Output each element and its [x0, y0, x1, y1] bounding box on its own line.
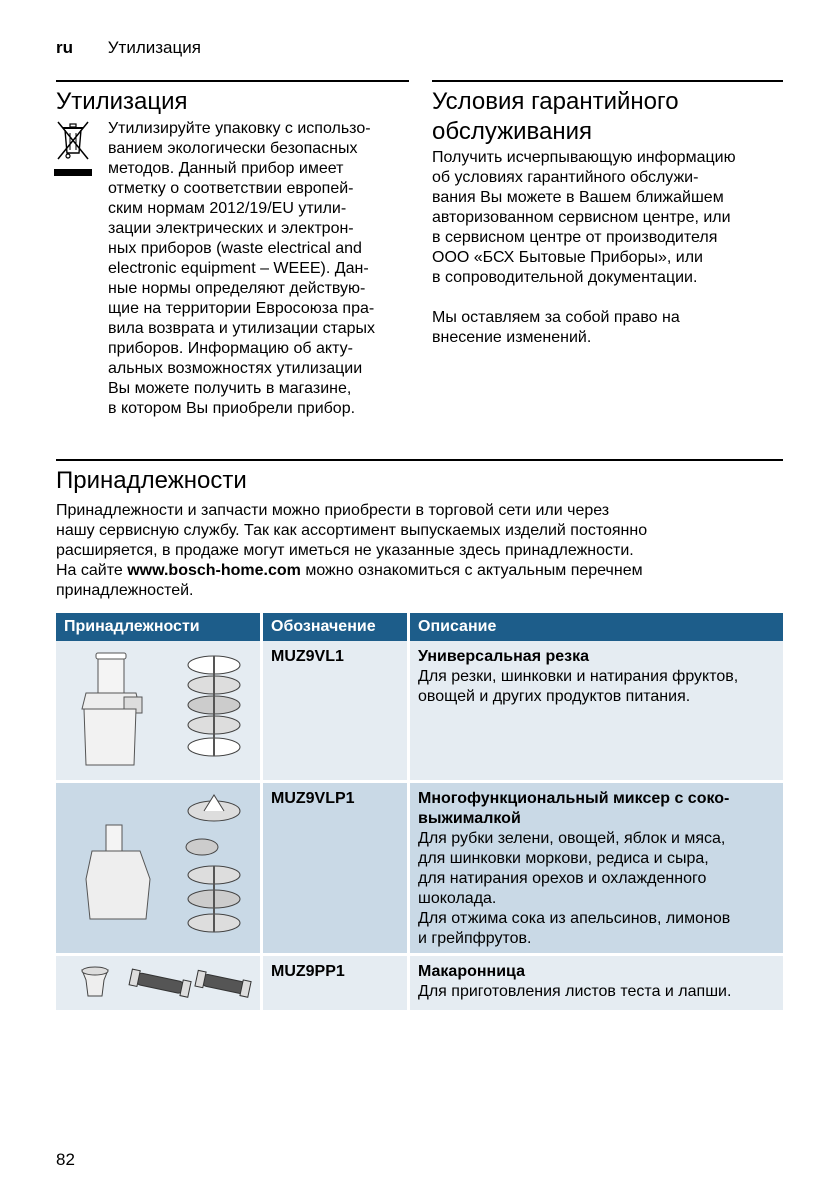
- weee-bin-icon: [54, 119, 94, 179]
- desc-line: Для приготовления листов теста и лапши.: [418, 983, 732, 1000]
- disposal-text-line: Утилизируйте упаковку с использо-: [108, 120, 371, 137]
- warranty-paragraph-1: [432, 148, 782, 288]
- disposal-text-line: вила возврата и утилизации старых: [108, 320, 376, 337]
- desc-line: Для рубки зелени, овощей, яблок и мяса,: [418, 830, 726, 847]
- header-code: Обозначение: [262, 613, 409, 641]
- warranty-text-line: в сопроводительной документации.: [432, 269, 698, 286]
- disposal-text-line: зации электрических и электрон-: [108, 220, 354, 237]
- page-number: 82: [56, 1150, 75, 1169]
- warranty-paragraph-2: [432, 308, 782, 348]
- header-section: Утилизация: [107, 38, 201, 57]
- warranty-title-line2: обслуживания: [432, 118, 593, 145]
- disposal-text-line: щие на территории Евросоюза пра-: [108, 300, 375, 317]
- disposal-rule: [56, 80, 409, 82]
- disposal-text-line: в котором Вы приобрели прибор.: [108, 400, 356, 417]
- desc-line: Для отжима сока из апельсинов, лимонов: [418, 910, 731, 927]
- warranty-text-line: ООО «БСХ Бытовые Приборы», или: [432, 249, 703, 266]
- mixer-juicer-accessory-icon: [64, 789, 252, 939]
- desc-line: Для резки, шинковки и натирания фруктов,: [418, 668, 739, 685]
- table-header-row: [56, 613, 783, 641]
- disposal-text-line: ные нормы определяют действую-: [108, 280, 366, 297]
- table-row: [56, 641, 783, 782]
- disposal-title: Утилизация: [56, 88, 188, 115]
- disposal-text-line: приборов. Информацию об акту-: [108, 340, 353, 357]
- disposal-text-line: ским нормам 2012/19/EU утили-: [108, 200, 347, 217]
- warranty-text-line: внесение изменений.: [432, 329, 592, 346]
- disposal-text-line: ных приборов (waste electrical and: [108, 240, 362, 257]
- warranty-text-line: Получить исчерпывающую информацию: [432, 149, 736, 166]
- accessories-table: [56, 613, 783, 1013]
- header-accessories: Принадлежности: [56, 613, 262, 641]
- accessories-intro: [56, 501, 786, 601]
- accessories-title: Принадлежности: [56, 467, 247, 494]
- accessory-title-line: выжималкой: [418, 810, 521, 827]
- accessory-image-cell: [56, 955, 262, 1012]
- intro-line-4-post: можно ознакомиться с актуальным перечнем: [300, 562, 643, 579]
- intro-line-5: принадлежностей.: [56, 582, 194, 599]
- warranty-text-line: Мы оставляем за собой право на: [432, 309, 680, 326]
- disposal-text-line: electronic equipment – WEEE). Дан-: [108, 260, 369, 277]
- accessory-code: MUZ9VL1: [262, 641, 409, 782]
- accessory-code: MUZ9VLP1: [262, 782, 409, 955]
- disposal-text-line: методов. Данный прибор имеет: [108, 160, 344, 177]
- desc-line: для натирания орехов и охлажденного: [418, 870, 707, 887]
- warranty-text-line: авторизованном сервисном центре, или: [432, 209, 731, 226]
- warranty-text-line: в сервисном центре от производителя: [432, 229, 718, 246]
- accessory-title-line: Многофункциональный миксер с соко-: [418, 790, 730, 807]
- disposal-text-line: ванием экологически безопасных: [108, 140, 358, 157]
- language-code: ru: [56, 38, 73, 57]
- desc-line: для шинковки моркови, редиса и сыра,: [418, 850, 709, 867]
- accessories-rule: [56, 459, 783, 461]
- accessory-title: Универсальная резка: [418, 648, 590, 665]
- accessory-description: [409, 955, 784, 1012]
- disposal-text-line: альных возможностях утилизации: [108, 360, 363, 377]
- desc-line: и грейпфрутов.: [418, 930, 532, 947]
- slicer-accessory-icon: [64, 647, 252, 772]
- table-row: [56, 955, 783, 1012]
- disposal-text-line: Вы можете получить в магазине,: [108, 380, 352, 397]
- disposal-text-line: отметку о соответствии европей-: [108, 180, 354, 197]
- intro-line-3: расширяется, в продаже могут иметься не указанные здесь принадлежности.: [56, 542, 634, 559]
- bosch-website-link[interactable]: www.bosch-home.com: [127, 562, 301, 579]
- warranty-title-line1: Условия гарантийного: [432, 88, 679, 115]
- disposal-text: [108, 119, 408, 419]
- intro-line-1: Принадлежности и запчасти можно приобрести в торговой сети или через: [56, 502, 610, 519]
- desc-line: шоколада.: [418, 890, 497, 907]
- pasta-maker-accessory-icon: [64, 962, 252, 1002]
- intro-line-2: нашу сервисную службу. Так как ассортимент выпускаемых изделий постоянно: [56, 522, 648, 539]
- table-row: [56, 782, 783, 955]
- accessory-image-cell: [56, 641, 262, 782]
- warranty-text: [432, 148, 782, 348]
- accessory-description: [409, 782, 784, 955]
- warranty-title: [432, 87, 679, 147]
- desc-line: овощей и других продуктов питания.: [418, 688, 691, 705]
- warranty-text-line: об условиях гарантийного обслужи-: [432, 169, 699, 186]
- accessory-code: MUZ9PP1: [262, 955, 409, 1012]
- accessory-title: Макаронница: [418, 963, 525, 980]
- page-header: [56, 38, 201, 58]
- warranty-rule: [432, 80, 783, 82]
- accessory-description: [409, 641, 784, 782]
- warranty-text-line: вания Вы можете в Вашем ближайшем: [432, 189, 724, 206]
- accessory-image-cell: [56, 782, 262, 955]
- intro-line-4-pre: На сайте: [56, 562, 128, 579]
- header-description: Описание: [409, 613, 784, 641]
